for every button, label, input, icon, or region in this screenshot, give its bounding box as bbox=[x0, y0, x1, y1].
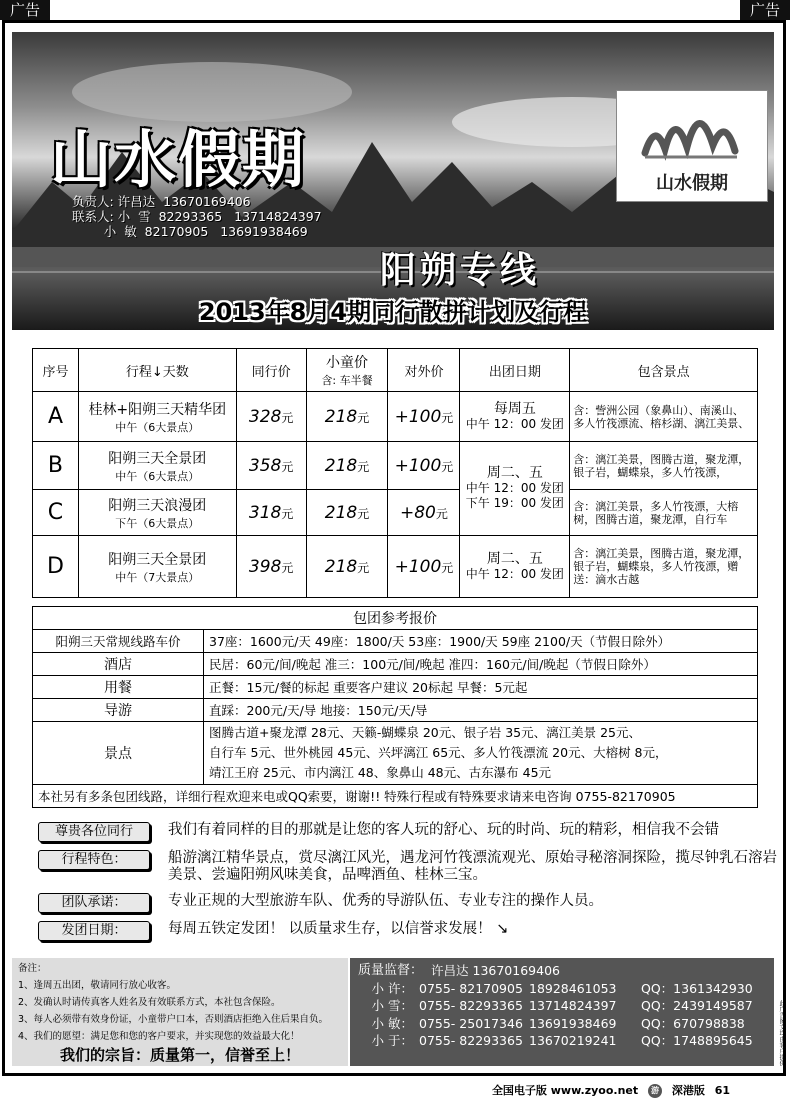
logo-text: 山水假期 bbox=[656, 173, 728, 194]
package-row bbox=[33, 676, 758, 699]
scenic-line: 图腾古道+聚龙潭 28元、天籁-蝴蝶泉 20元、银子岩 35元、漓江美景 25元、 bbox=[209, 725, 642, 740]
peer-price bbox=[236, 490, 306, 536]
price-value: +100 bbox=[394, 455, 442, 476]
company-logo bbox=[616, 90, 768, 202]
contact-mobile: 13670219241 bbox=[529, 1033, 617, 1048]
price-value: 218 bbox=[324, 406, 358, 427]
table-row bbox=[33, 490, 758, 536]
price-value: 318 bbox=[248, 502, 282, 523]
price-unit: 元 bbox=[357, 410, 370, 425]
side-note: 此广告图文均由客户提供 bbox=[778, 1000, 785, 1066]
contact-qq: QQ：670798838 bbox=[641, 1015, 745, 1031]
price-unit: 元 bbox=[357, 506, 370, 521]
external-price bbox=[388, 392, 460, 442]
price-value: 358 bbox=[248, 455, 282, 476]
tour-code: B bbox=[33, 442, 79, 490]
scenic-line: 自行车 5元、世外桃园 45元、兴坪漓江 65元、多人竹筏漂流 20元、大榕树 8元， bbox=[209, 745, 668, 760]
package-header-row bbox=[33, 607, 758, 630]
package-title: 包团参考报价 bbox=[33, 607, 758, 630]
feature-tag: 行程特色： bbox=[38, 850, 150, 870]
feature-text: 每周五铁定发团！ 以质量求生存，以信誉求发展！ ↘ bbox=[168, 921, 509, 937]
child-price bbox=[306, 392, 388, 442]
price-unit: 元 bbox=[441, 560, 454, 575]
tour-scenic: 含：漓江美景，图腾古道，聚龙潭，银子岩，蝴蝶泉，多人竹筏漂，赠送：滴水古越 bbox=[570, 536, 758, 598]
contact-row bbox=[358, 997, 766, 1015]
contact-tel: 0755- 82293365 bbox=[419, 998, 523, 1013]
col-dates: 出团日期 bbox=[460, 349, 570, 392]
child-price bbox=[306, 442, 388, 490]
price-unit: 元 bbox=[281, 410, 294, 425]
tour-dates bbox=[460, 442, 570, 536]
ad-label-right: 广告 bbox=[740, 0, 790, 20]
banner bbox=[12, 32, 774, 330]
package-label: 用餐 bbox=[33, 676, 204, 699]
tour-table bbox=[32, 348, 758, 598]
external-price bbox=[388, 536, 460, 598]
col-code: 序号 bbox=[33, 349, 79, 392]
contact-tel: 0755- 82293365 bbox=[419, 1033, 523, 1048]
date-main: 周二、五 bbox=[486, 550, 543, 567]
col-scenic: 包含景点 bbox=[570, 349, 758, 392]
contact-row bbox=[358, 980, 766, 998]
tour-scenic: 含：訾洲公园（象鼻山）、南溪山、多人竹筏漂流、榕杉湖、漓江美景、 bbox=[570, 392, 758, 442]
feature-tag: 发团日期： bbox=[38, 921, 150, 941]
price-unit: 元 bbox=[281, 506, 294, 521]
col-name: 行程↓天数 bbox=[78, 349, 236, 392]
package-value: 正餐：15元/餐的标起 重要客户建议 20标起 早餐：5元起 bbox=[204, 676, 758, 699]
feature-text: 我们有着同样的目的那就是让您的客人玩的舒心、玩的时尚、玩的精彩，相信我不会错 bbox=[168, 822, 719, 838]
feature-text: 船游漓江精华景点，赏尽漓江风光，遇龙河竹筏漂流观光、原始寻秘溶洞探险，揽尽钟乳石溶岩美景、尝遍阳朔风味美食，品啤酒鱼、桂林三宝。 bbox=[168, 850, 777, 883]
table-row bbox=[33, 392, 758, 442]
price-value: 398 bbox=[248, 556, 282, 577]
contact-line: 小 敏 82170905 13691938469 bbox=[72, 224, 308, 239]
feature-text: 专业正规的大型旅游车队、优秀的导游队伍、专业专注的操作人员。 bbox=[168, 893, 603, 909]
contact-row bbox=[358, 1015, 766, 1033]
contact-tel: 0755- 82170905 bbox=[419, 980, 523, 996]
feature-tag: 团队承诺： bbox=[38, 893, 150, 913]
package-table bbox=[32, 606, 758, 808]
tour-dates bbox=[460, 536, 570, 598]
package-label: 导游 bbox=[33, 699, 204, 722]
tour-sub: 中午（6大景点） bbox=[115, 420, 200, 434]
price-unit: 元 bbox=[441, 459, 454, 474]
contact-mobile: 13691938469 bbox=[529, 1015, 617, 1031]
supervisor-row bbox=[358, 962, 766, 980]
peer-price bbox=[236, 536, 306, 598]
tour-name-cell bbox=[78, 392, 236, 442]
contact-tel: 0755- 25017346 bbox=[419, 1015, 523, 1031]
tour-sub: 中午（7大景点） bbox=[115, 570, 200, 584]
price-value: 218 bbox=[324, 455, 358, 476]
contact-name: 小 敏： bbox=[371, 1015, 413, 1031]
date-sub: 中午 12：00 发团 bbox=[465, 481, 564, 495]
table-row bbox=[33, 536, 758, 598]
tour-scenic: 含：漓江美景，图腾古道，聚龙潭，银子岩，蝴蝶泉，多人竹筏漂， bbox=[570, 442, 758, 490]
wave-logo-icon bbox=[617, 91, 767, 171]
price-unit: 元 bbox=[357, 560, 370, 575]
notes-title: 备注： bbox=[18, 963, 47, 974]
contact-line: 联系人: 小 雪 82293365 13714824397 bbox=[72, 209, 322, 224]
package-value: 民居：60元/间/晚起 准三：100元/间/晚起 准四：160元/间/晚起（节假日除外） bbox=[204, 653, 758, 676]
col-child-price bbox=[306, 349, 388, 392]
package-label: 景点 bbox=[33, 722, 204, 785]
price-unit: 元 bbox=[281, 459, 294, 474]
package-label: 阳朔三天常规线路车价 bbox=[33, 630, 204, 653]
child-price-label: 小童价 bbox=[326, 355, 369, 371]
price-unit: 元 bbox=[441, 410, 454, 425]
col-external: 对外价 bbox=[388, 349, 460, 392]
package-row bbox=[33, 699, 758, 722]
route-title: 阳朔专线 bbox=[380, 250, 541, 291]
quality-box bbox=[350, 958, 774, 1066]
package-row bbox=[33, 630, 758, 653]
page-footer bbox=[486, 1082, 730, 1098]
price-value: +80 bbox=[400, 502, 436, 523]
external-price bbox=[388, 442, 460, 490]
scenic-line: 靖江王府 25元、市内漓江 48、象鼻山 48元、古东瀑布 45元 bbox=[209, 765, 552, 780]
child-price bbox=[306, 536, 388, 598]
tour-name: 阳朔三天全景团 bbox=[108, 551, 207, 568]
footer-page: 61 bbox=[714, 1084, 730, 1097]
date-sub: 中午 12：00 发团 bbox=[465, 416, 564, 431]
tour-sub: 中午（6大景点） bbox=[115, 469, 200, 483]
tour-name: 阳朔三天浪漫团 bbox=[108, 497, 207, 514]
package-note: 本社另有多条包团线路，详细行程欢迎来电或QQ索要，谢谢!! 特殊行程或有特殊要求请来电咨询 0755-82170905 bbox=[33, 785, 758, 808]
package-row bbox=[33, 653, 758, 676]
motto: 我们的宗旨：质量第一，信誉至上！ bbox=[59, 1046, 300, 1064]
contact-qq: QQ：1361342930 bbox=[641, 980, 753, 996]
supervisor-label: 质量监督： bbox=[358, 963, 424, 978]
contact-qq: QQ：2439149587 bbox=[641, 998, 753, 1013]
notes-box bbox=[12, 958, 348, 1066]
footer-edition: 全国电子版 www.zyoo.net bbox=[491, 1084, 639, 1097]
tour-name-cell bbox=[78, 442, 236, 490]
price-value: 218 bbox=[324, 556, 358, 577]
contact-name: 小 雪： bbox=[371, 998, 413, 1013]
price-value: 328 bbox=[248, 406, 282, 427]
tour-dates bbox=[460, 392, 570, 442]
note-item: 4、我们的愿望：满足您和您的客户要求，并实现您的效益最大化！ bbox=[18, 1031, 300, 1042]
price-unit: 元 bbox=[281, 560, 294, 575]
tour-name-cell bbox=[78, 490, 236, 536]
tour-code: D bbox=[33, 536, 79, 598]
col-peer-price: 同行价 bbox=[236, 349, 306, 392]
external-price bbox=[388, 490, 460, 536]
peer-price bbox=[236, 392, 306, 442]
tour-sub: 下午（6大景点） bbox=[115, 516, 200, 530]
note-item: 1、逢周五出团，敬请同行放心收客。 bbox=[18, 980, 177, 991]
feature-tag: 尊贵各位同行 bbox=[38, 822, 150, 842]
date-sub: 下午 19：00 发团 bbox=[465, 496, 564, 510]
footer-badge-icon: 游 bbox=[648, 1084, 662, 1098]
tour-code: A bbox=[33, 392, 79, 442]
contact-row bbox=[358, 1032, 766, 1050]
contact-qq: QQ：1748895645 bbox=[641, 1033, 753, 1048]
peer-price bbox=[236, 442, 306, 490]
tour-name: 桂林+阳朔三天精华团 bbox=[88, 401, 227, 418]
tour-name: 阳朔三天全景团 bbox=[108, 450, 207, 467]
contact-line: 负责人: 许昌达 13670169406 bbox=[72, 194, 251, 209]
table-row bbox=[33, 442, 758, 490]
contact-name: 小 许： bbox=[371, 980, 413, 996]
contact-mobile: 13714824397 bbox=[529, 998, 617, 1013]
price-value: +100 bbox=[394, 556, 442, 577]
package-value bbox=[204, 722, 758, 785]
child-price bbox=[306, 490, 388, 536]
tour-code: C bbox=[33, 490, 79, 536]
price-unit: 元 bbox=[435, 506, 448, 521]
date-main: 每周五 bbox=[493, 400, 536, 417]
contact-mobile: 18928461053 bbox=[529, 980, 617, 996]
banner-contacts bbox=[72, 194, 322, 239]
contact-name: 小 于： bbox=[371, 1033, 413, 1048]
supervisor-value: 许昌达 13670169406 bbox=[431, 963, 560, 978]
package-label: 酒店 bbox=[33, 653, 204, 676]
tour-name-cell bbox=[78, 536, 236, 598]
plan-title: 2013年8月4期同行散拼计划及行程 bbox=[198, 298, 588, 326]
price-value: 218 bbox=[324, 502, 358, 523]
ad-label-left: 广告 bbox=[0, 0, 50, 20]
price-unit: 元 bbox=[357, 459, 370, 474]
tour-scenic: 含：漓江美景，多人竹筏漂，大榕树，图腾古道，聚龙潭，自行车 bbox=[570, 490, 758, 536]
note-item: 3、每人必须带有效身份证，小童带户口本，否则酒店拒绝入住后果自负。 bbox=[18, 1014, 329, 1025]
price-value: +100 bbox=[394, 406, 442, 427]
package-row bbox=[33, 722, 758, 785]
footer-region: 深港版 bbox=[671, 1084, 705, 1097]
date-sub: 中午 12：00 发团 bbox=[465, 566, 564, 581]
brand-title: 山水假期 bbox=[50, 123, 307, 196]
date-main: 周二、五 bbox=[486, 465, 543, 481]
package-value: 37座：1600元/天 49座：1800/天 53座：1900/天 59座 2100/天（节假日除外） bbox=[204, 630, 758, 653]
table-header-row bbox=[33, 349, 758, 392]
child-price-note: 含: 车半餐 bbox=[321, 374, 373, 387]
package-value: 直踩：200元/天/导 地接：150元/天/导 bbox=[204, 699, 758, 722]
note-item: 2、发确认时请传真客人姓名及有效联系方式，本社包含保险。 bbox=[18, 997, 281, 1008]
package-note-row bbox=[33, 785, 758, 808]
